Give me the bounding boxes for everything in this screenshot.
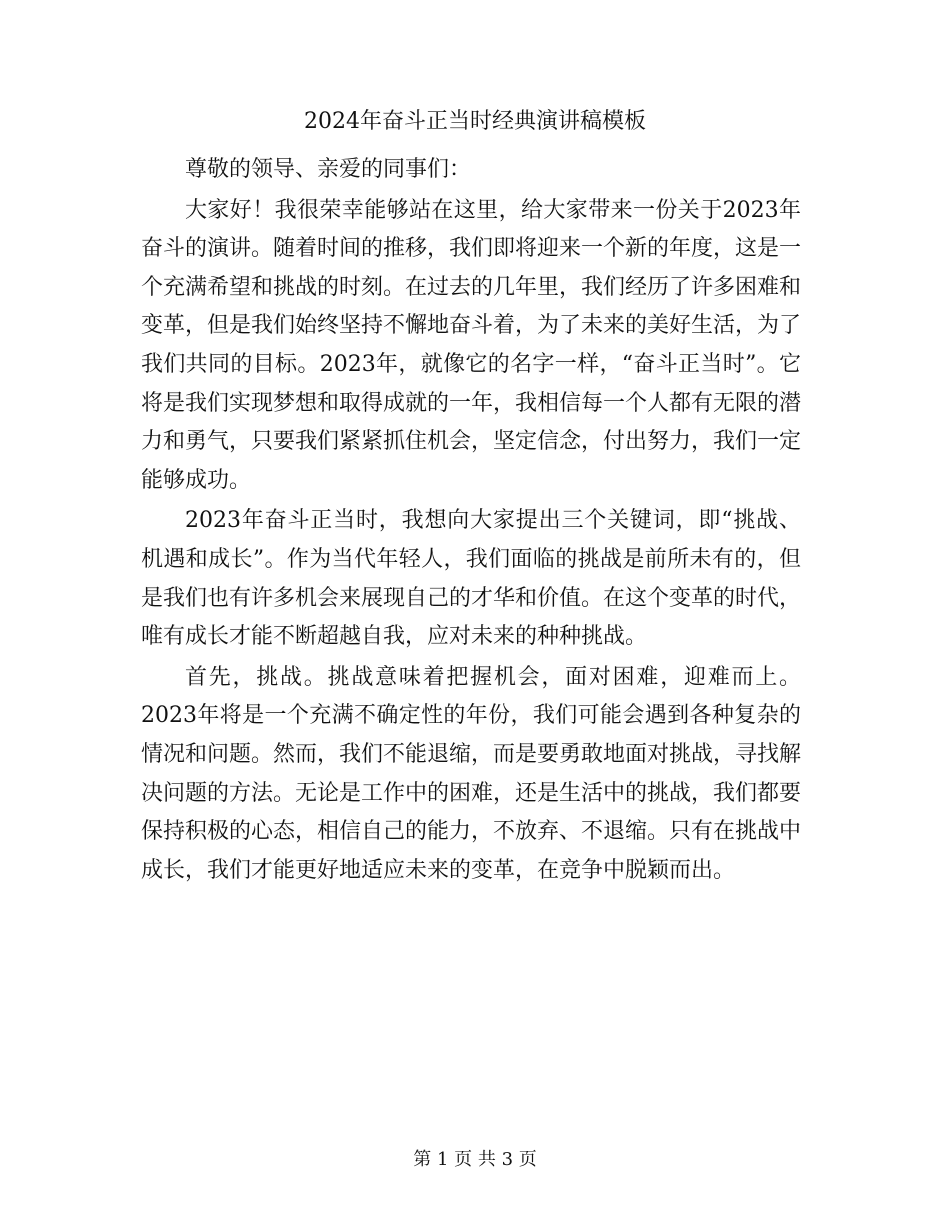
paragraph-salutation: 尊敬的领导、亲爱的同事们： — [185, 157, 472, 182]
document-title: 2024年奋斗正当时经典演讲稿模板 — [304, 109, 646, 134]
document-body — [141, 151, 801, 892]
paragraph-opening: 大家好！我很荣幸能够站在这里，给大家带来一份关于2023年奋斗的演讲。随着时间的推移，我们即将迎来一个新的年度，这是一个充满希望和挑战的时刻。在过去的几年里，我们经历了许多困难和变革，但是我们始终坚持不懈地奋斗着，为了未来的美好生活，为了我们共同的目标。2023年，就像它的名字一样，“奋斗正当时”。它将是我们实现梦想和取得成就的一年，我相信每一个人都有无限的潜力和勇气，只要我们紧紧抓住机会，坚定信念，付出努力，我们一定能够成功。 — [141, 197, 802, 493]
paragraph-keywords: 2023年奋斗正当时，我想向大家提出三个关键词，即“挑战、机遇和成长”。作为当代年轻人，我们面临的挑战是前所未有的，但是我们也有许多机会来展现自己的才华和价值。在这个变革的时代，唯有成长才能不断超越自我，应对未来的种种挑战。 — [141, 508, 802, 650]
page-number-footer: 第 1 页 共 3 页 — [413, 1149, 537, 1170]
paragraph-challenge: 首先，挑战。挑战意味着把握机会，面对困难，迎难而上。2023年将是一个充满不确定性的年份，我们可能会遇到各种复杂的情况和问题。然而，我们不能退缩，而是要勇敢地面对挑战，寻找解决问题的方法。无论是工作中的困难，还是生活中的挑战，我们都要保持积极的心态，相信自己的能力，不放弃、不退缩。只有在挑战中成长，我们才能更好地适应未来的变革，在竞争中脱颖而出。 — [141, 664, 802, 883]
